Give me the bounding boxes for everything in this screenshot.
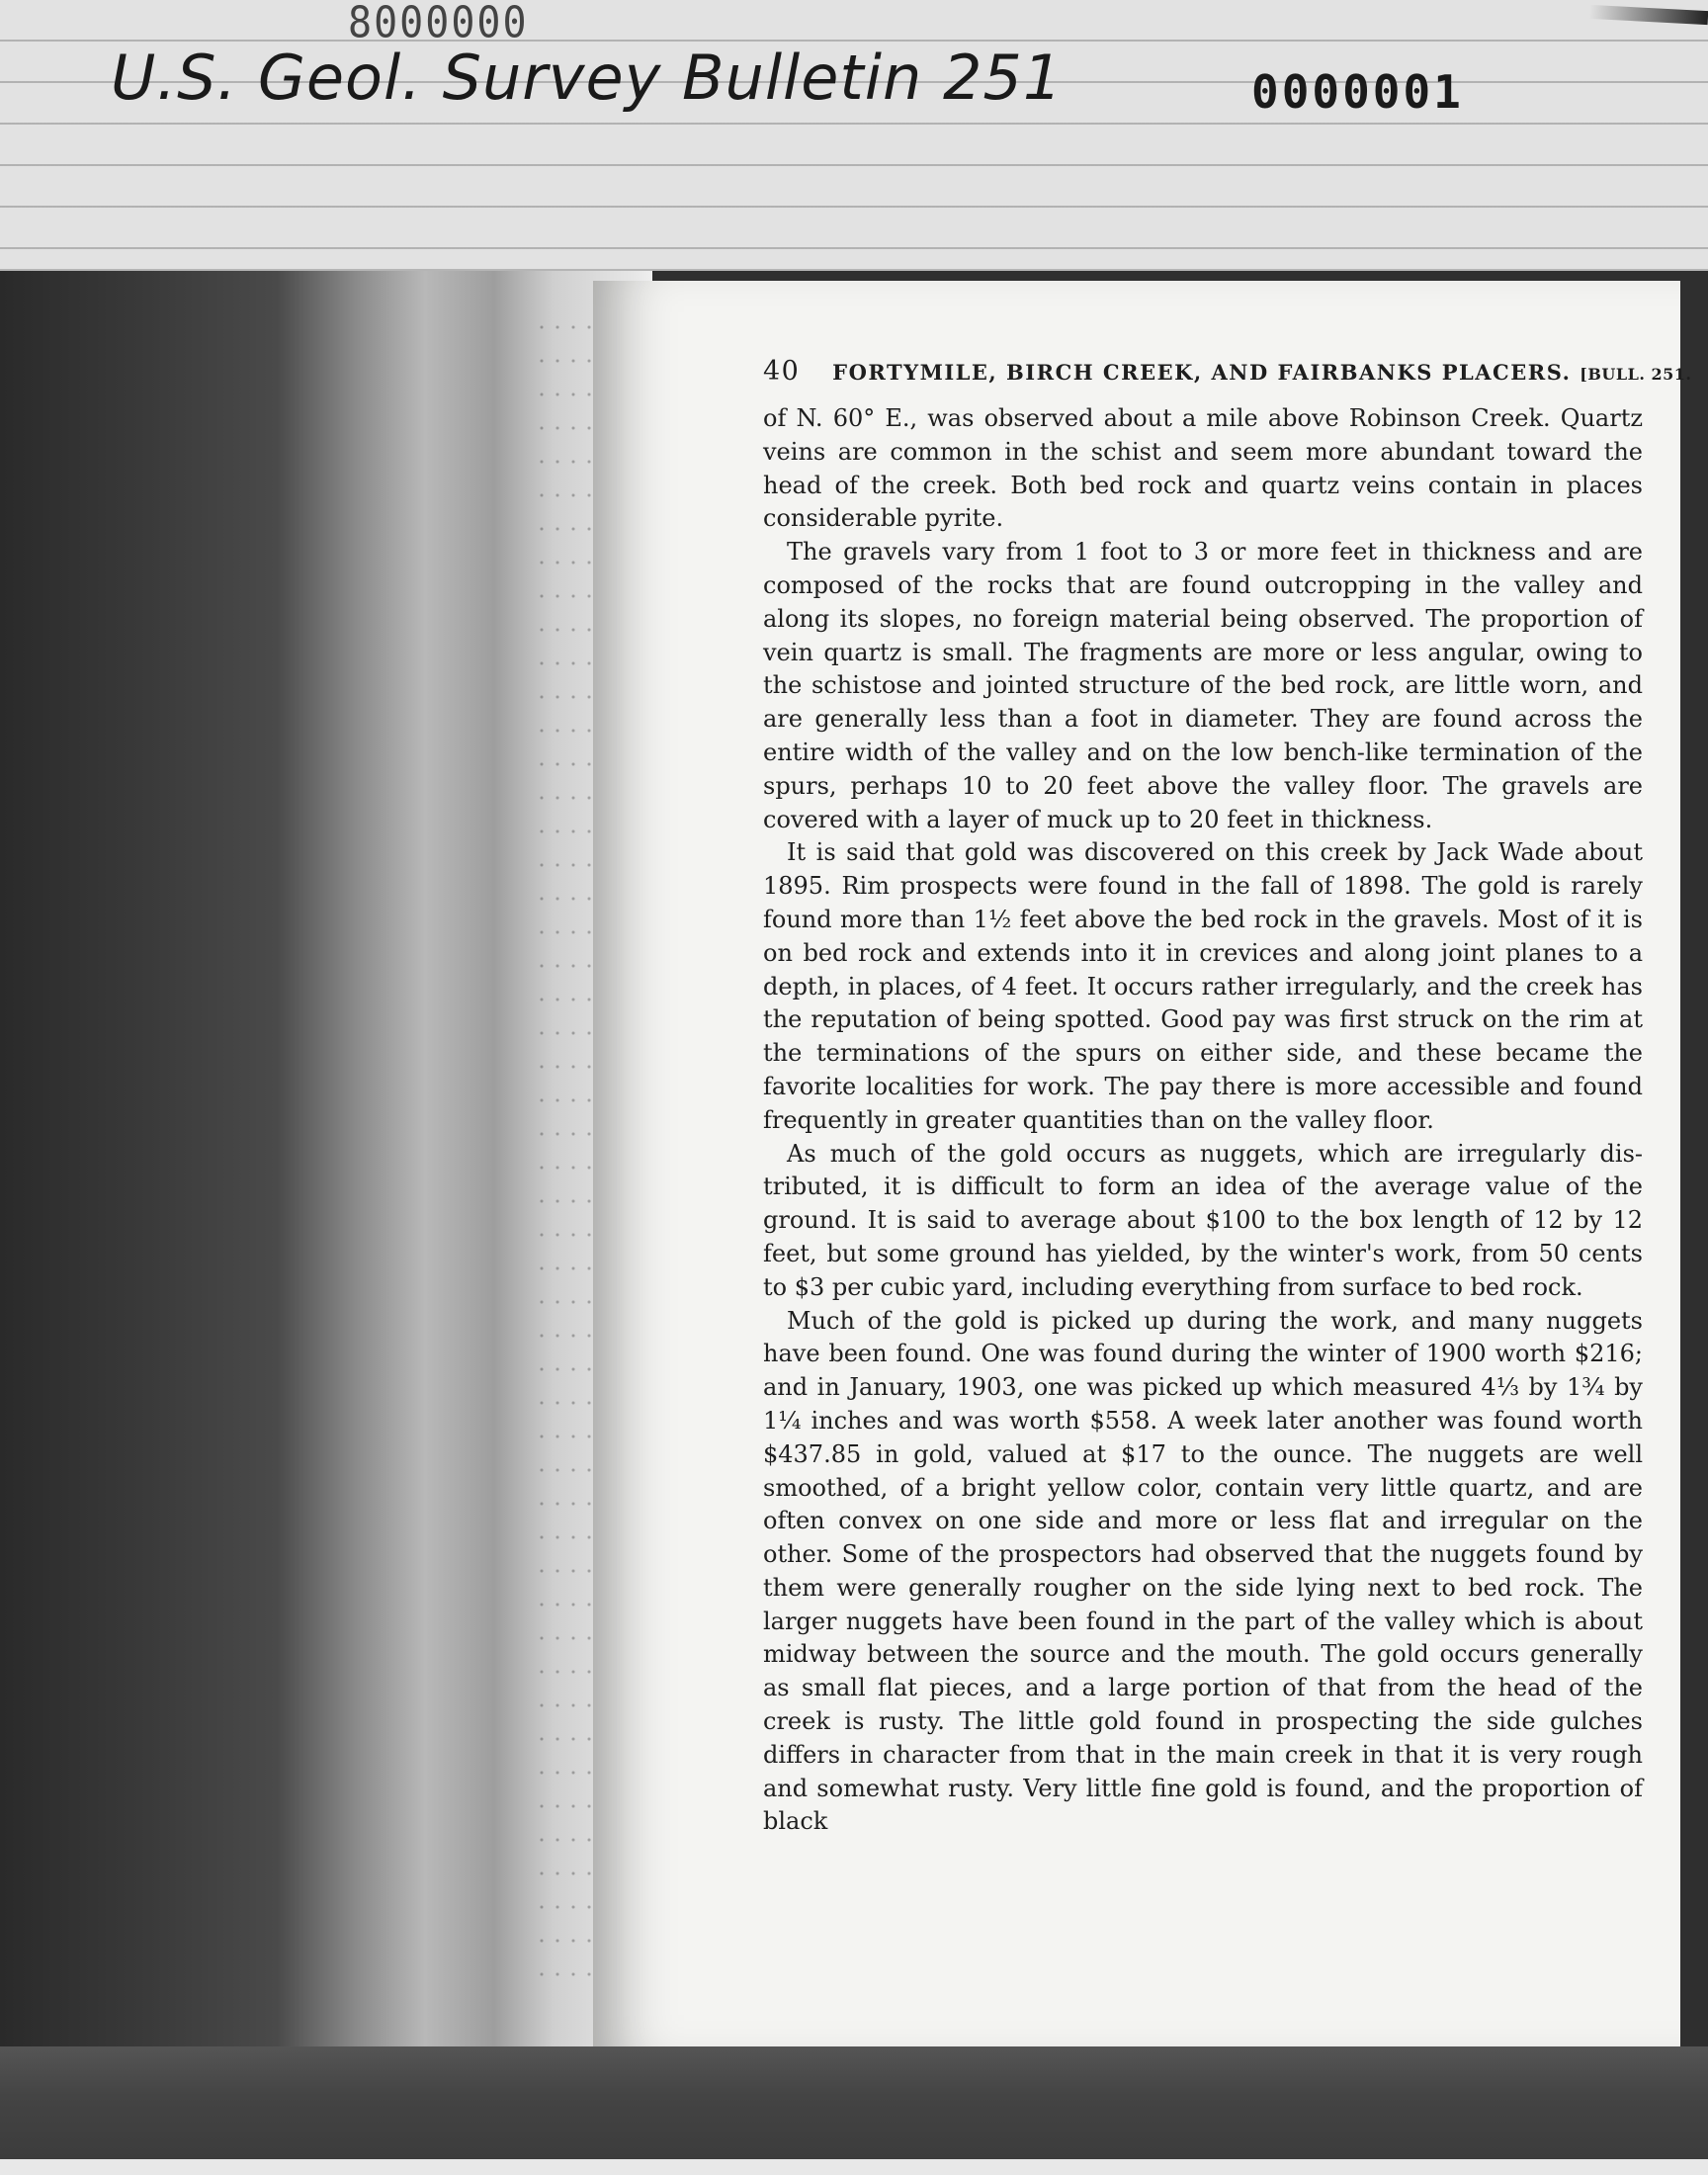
- scan-bottom-edge: [0, 2159, 1708, 2175]
- index-card-label: [0, 0, 1708, 271]
- paragraph-3: It is said that gold was discovered on this creek by Jack Wade about 1895. Rim prospects were found in the fall of 1898. The gold is rarely found more than 1½ feet above the bed rock in the gravels. Most of it is on bed rock and extends into it in crevices and along joint planes to a depth, in places, of 4 feet. It occurs rather irregularly, and the creek has the reputation of being spotted. Good pay was first struck on the rim at the terminations of the spurs on either side, and these became the favorite localities for work. The pay there is more accessible and found frequently in greater quantities than on the valley floor.: [763, 838, 1643, 1134]
- paragraph-5: Much of the gold is picked up during the work, and many nuggets have been found. One was found during the winter of 1900 worth $216; and in January, 1903, one was picked up which measured 4⅓ by 1¾ by 1¼ inches and was worth $558. A week later another was found worth $437.85 in gold, valued at $17 to the ounce. The nuggets are well smoothed, of a bright yellow color, contain very little quartz, and are often convex on one side and more or less flat and irregular on the other. Some of the prospectors had observed that the nuggets found by them were generally rougher on the side lying next to bed rock. The larger nuggets have been found in the part of the valley which is about midway between the source and the mouth. The gold occurs generally as small flat pieces, and a large portion of that from the head of the creek is rusty. The little gold found in prospecting the side gulches differs in character from that in the main creek in that it is very rough and somewhat rusty. Very little fine gold is found, and the proportion of black: [763, 1306, 1643, 1836]
- page-text-block: [763, 356, 1692, 1839]
- running-head: [763, 356, 1692, 387]
- page-number: 40: [763, 356, 801, 387]
- paragraph-2: The gravels vary from 1 foot to 3 or more feet in thickness and are composed of the rocks that are found outcropping in the valley and along its slopes, no foreign material being observed. The proportion of vein quartz is small. The fragments are more or less angular, owing to the schistose and jointed structure of the bed rock, are little worn, and are generally less than a foot in diameter. They are found across the entire width of the valley and on the low bench-like termination of the spurs, perhaps 10 to 20 feet above the valley floor. The gravels are covered with a layer of muck up to 20 feet in thickness.: [763, 538, 1643, 833]
- paragraph-1: of N. 60° E., was observed about a mile above Robinson Creek. Quartz veins are common in the schist and seem more abundant toward the head of the creek. Both bed rock and quartz veins contain in places considerable pyrite.: [763, 404, 1643, 533]
- bulletin-reference: [BULL. 251.: [1580, 365, 1692, 384]
- handwritten-title: U.S. Geol. Survey Bulletin 251: [111, 42, 1064, 114]
- top-stamp-number: 8000000: [348, 0, 529, 48]
- corner-scan-mark: [1589, 5, 1708, 25]
- running-head-title: FORTYMILE, BIRCH CREEK, AND FAIRBANKS PLACERS.: [832, 360, 1572, 385]
- scan-bottom-shadow: [0, 2046, 1708, 2175]
- stamp-number: 0000001: [1251, 65, 1464, 119]
- paragraph-4: As much of the gold occurs as nuggets, which are irregularly distributed, it is difficult to form an idea of the average value of the ground. It is said to average about $100 to the box length of 12 by 12 feet, but some ground has yielded, by the winter's work, from 50 cents to $3 per cubic yard, including everything from surface to bed rock.: [763, 1139, 1643, 1301]
